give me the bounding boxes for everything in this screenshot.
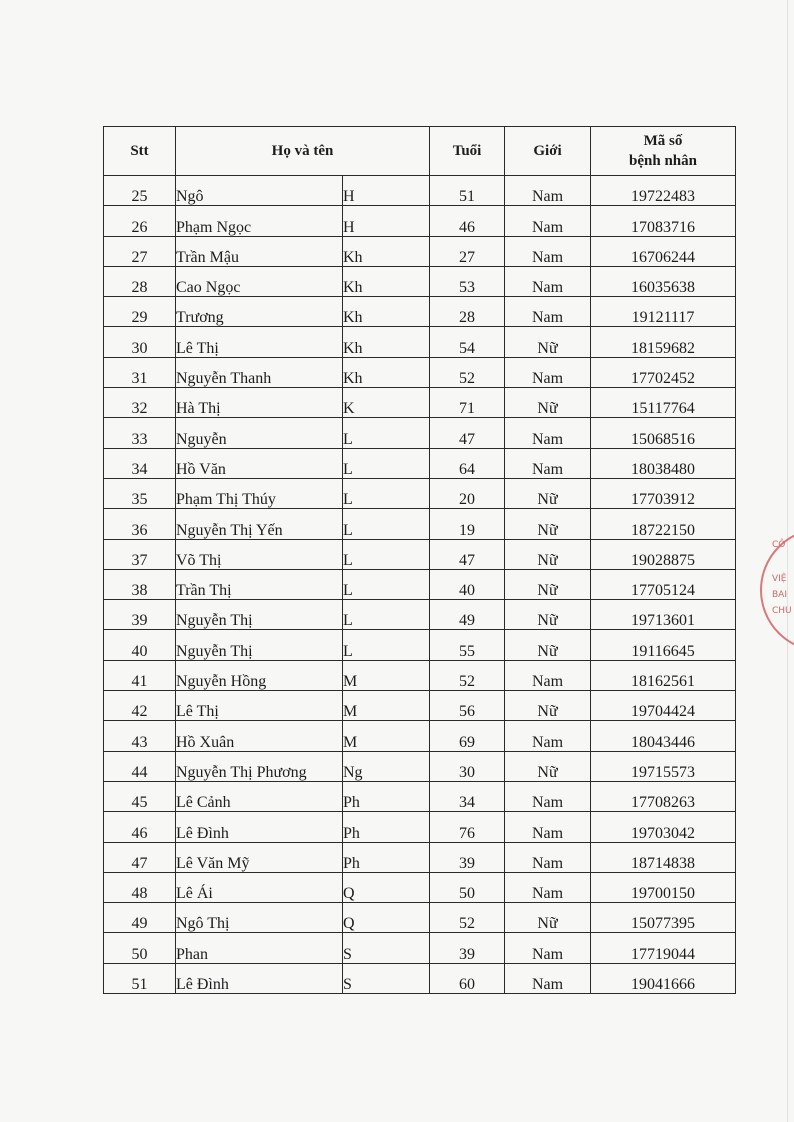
cell-surname: Võ Thị <box>176 539 343 569</box>
cell-age: 56 <box>430 691 505 721</box>
header-stt: Stt <box>104 127 176 176</box>
cell-sex: Nam <box>505 297 591 327</box>
cell-sex: Nam <box>505 781 591 811</box>
cell-stt: 33 <box>104 418 176 448</box>
cell-stt: 51 <box>104 963 176 993</box>
cell-age: 49 <box>430 600 505 630</box>
cell-surname: Ngô <box>176 176 343 206</box>
cell-stt: 28 <box>104 266 176 296</box>
cell-stt: 44 <box>104 751 176 781</box>
cell-patient-id: 17705124 <box>591 569 736 599</box>
cell-given-name: M <box>343 721 430 751</box>
cell-age: 47 <box>430 418 505 448</box>
cell-sex: Nam <box>505 872 591 902</box>
cell-surname: Lê Văn Mỹ <box>176 842 343 872</box>
table-row <box>104 600 736 630</box>
table-row <box>104 872 736 902</box>
cell-surname: Nguyễn Thị Phương <box>176 751 343 781</box>
seal-text-3: BAI <box>772 590 787 600</box>
cell-sex: Nam <box>505 933 591 963</box>
cell-stt: 48 <box>104 872 176 902</box>
cell-age: 52 <box>430 357 505 387</box>
cell-patient-id: 17719044 <box>591 933 736 963</box>
table-row <box>104 388 736 418</box>
table-row <box>104 569 736 599</box>
cell-surname: Nguyễn <box>176 418 343 448</box>
cell-stt: 30 <box>104 327 176 357</box>
cell-stt: 50 <box>104 933 176 963</box>
cell-age: 20 <box>430 478 505 508</box>
table-header-row <box>104 127 736 176</box>
table-row <box>104 812 736 842</box>
cell-surname: Nguyễn Thanh <box>176 357 343 387</box>
cell-given-name: L <box>343 539 430 569</box>
cell-patient-id: 15077395 <box>591 903 736 933</box>
cell-surname: Hà Thị <box>176 388 343 418</box>
cell-patient-id: 18162561 <box>591 660 736 690</box>
seal-text-2: VIỆ <box>772 574 787 584</box>
cell-surname: Lê Đình <box>176 963 343 993</box>
table-row <box>104 509 736 539</box>
cell-given-name: Ph <box>343 781 430 811</box>
cell-age: 69 <box>430 721 505 751</box>
cell-age: 39 <box>430 842 505 872</box>
cell-surname: Lê Ái <box>176 872 343 902</box>
cell-given-name: Ng <box>343 751 430 781</box>
cell-patient-id: 18038480 <box>591 448 736 478</box>
table-row <box>104 842 736 872</box>
cell-given-name: H <box>343 176 430 206</box>
cell-stt: 41 <box>104 660 176 690</box>
cell-stt: 39 <box>104 600 176 630</box>
table-row <box>104 781 736 811</box>
cell-stt: 26 <box>104 206 176 236</box>
header-age: Tuổi <box>430 127 505 176</box>
cell-surname: Nguyễn Thị Yến <box>176 509 343 539</box>
cell-stt: 46 <box>104 812 176 842</box>
cell-stt: 31 <box>104 357 176 387</box>
cell-age: 39 <box>430 933 505 963</box>
cell-surname: Trương <box>176 297 343 327</box>
table-row <box>104 539 736 569</box>
cell-sex: Nữ <box>505 691 591 721</box>
cell-sex: Nữ <box>505 600 591 630</box>
cell-sex: Nữ <box>505 751 591 781</box>
cell-surname: Nguyễn Thị <box>176 600 343 630</box>
cell-age: 28 <box>430 297 505 327</box>
cell-age: 76 <box>430 812 505 842</box>
cell-surname: Lê Cảnh <box>176 781 343 811</box>
header-sex: Giới <box>505 127 591 176</box>
cell-sex: Nữ <box>505 388 591 418</box>
table-row <box>104 630 736 660</box>
cell-surname: Hồ Văn <box>176 448 343 478</box>
cell-age: 47 <box>430 539 505 569</box>
table-row <box>104 933 736 963</box>
cell-given-name: M <box>343 691 430 721</box>
cell-given-name: Kh <box>343 266 430 296</box>
table-row <box>104 448 736 478</box>
seal-text-1: CÔ <box>772 540 786 550</box>
cell-patient-id: 19722483 <box>591 176 736 206</box>
cell-given-name: Ph <box>343 812 430 842</box>
cell-age: 52 <box>430 903 505 933</box>
cell-patient-id: 19116645 <box>591 630 736 660</box>
cell-given-name: Kh <box>343 236 430 266</box>
cell-age: 71 <box>430 388 505 418</box>
cell-sex: Nữ <box>505 327 591 357</box>
cell-given-name: L <box>343 418 430 448</box>
cell-patient-id: 19703042 <box>591 812 736 842</box>
cell-given-name: L <box>343 448 430 478</box>
table-row <box>104 691 736 721</box>
cell-patient-id: 19713601 <box>591 600 736 630</box>
cell-surname: Trần Mậu <box>176 236 343 266</box>
cell-stt: 47 <box>104 842 176 872</box>
cell-stt: 34 <box>104 448 176 478</box>
cell-given-name: Kh <box>343 327 430 357</box>
table-row <box>104 297 736 327</box>
cell-patient-id: 19121117 <box>591 297 736 327</box>
cell-surname: Hồ Xuân <box>176 721 343 751</box>
cell-sex: Nam <box>505 236 591 266</box>
table-row <box>104 357 736 387</box>
cell-sex: Nữ <box>505 539 591 569</box>
table-row <box>104 236 736 266</box>
cell-age: 27 <box>430 236 505 266</box>
cell-sex: Nam <box>505 357 591 387</box>
cell-patient-id: 18722150 <box>591 509 736 539</box>
cell-given-name: L <box>343 478 430 508</box>
cell-surname: Trần Thị <box>176 569 343 599</box>
cell-patient-id: 17083716 <box>591 206 736 236</box>
cell-surname: Phạm Ngọc <box>176 206 343 236</box>
cell-patient-id: 15117764 <box>591 388 736 418</box>
cell-age: 55 <box>430 630 505 660</box>
header-patient-id-line1: Mã số <box>643 133 683 149</box>
cell-stt: 25 <box>104 176 176 206</box>
cell-given-name: Kh <box>343 357 430 387</box>
cell-stt: 43 <box>104 721 176 751</box>
cell-given-name: K <box>343 388 430 418</box>
cell-surname: Ngô Thị <box>176 903 343 933</box>
cell-sex: Nữ <box>505 569 591 599</box>
cell-patient-id: 19028875 <box>591 539 736 569</box>
cell-surname: Nguyễn Hồng <box>176 660 343 690</box>
cell-stt: 42 <box>104 691 176 721</box>
cell-sex: Nam <box>505 448 591 478</box>
header-patient-id <box>591 127 736 176</box>
cell-patient-id: 15068516 <box>591 418 736 448</box>
seal-text-4: CHU <box>772 606 792 616</box>
cell-age: 64 <box>430 448 505 478</box>
cell-surname: Phan <box>176 933 343 963</box>
cell-stt: 27 <box>104 236 176 266</box>
cell-surname: Lê Thị <box>176 327 343 357</box>
cell-given-name: Ph <box>343 842 430 872</box>
red-seal-fragment <box>760 528 794 668</box>
cell-stt: 29 <box>104 297 176 327</box>
table-row <box>104 660 736 690</box>
cell-age: 50 <box>430 872 505 902</box>
cell-surname: Nguyễn Thị <box>176 630 343 660</box>
table-row <box>104 903 736 933</box>
table-row <box>104 963 736 993</box>
cell-given-name: M <box>343 660 430 690</box>
cell-age: 40 <box>430 569 505 599</box>
cell-sex: Nam <box>505 266 591 296</box>
cell-patient-id: 18043446 <box>591 721 736 751</box>
cell-given-name: S <box>343 933 430 963</box>
cell-sex: Nam <box>505 842 591 872</box>
cell-patient-id: 19700150 <box>591 872 736 902</box>
cell-patient-id: 19715573 <box>591 751 736 781</box>
cell-patient-id: 19041666 <box>591 963 736 993</box>
cell-sex: Nam <box>505 660 591 690</box>
cell-given-name: Kh <box>343 297 430 327</box>
table-row <box>104 478 736 508</box>
cell-age: 30 <box>430 751 505 781</box>
cell-sex: Nữ <box>505 903 591 933</box>
cell-given-name: L <box>343 600 430 630</box>
cell-stt: 32 <box>104 388 176 418</box>
table-body <box>104 176 736 994</box>
cell-patient-id: 19704424 <box>591 691 736 721</box>
cell-given-name: S <box>343 963 430 993</box>
table-row <box>104 418 736 448</box>
cell-patient-id: 18159682 <box>591 327 736 357</box>
cell-age: 51 <box>430 176 505 206</box>
cell-patient-id: 17702452 <box>591 357 736 387</box>
table-row <box>104 206 736 236</box>
cell-given-name: L <box>343 569 430 599</box>
table-row <box>104 721 736 751</box>
cell-age: 54 <box>430 327 505 357</box>
cell-sex: Nữ <box>505 478 591 508</box>
table-row <box>104 751 736 781</box>
cell-age: 52 <box>430 660 505 690</box>
cell-sex: Nữ <box>505 509 591 539</box>
cell-patient-id: 16035638 <box>591 266 736 296</box>
cell-age: 19 <box>430 509 505 539</box>
cell-patient-id: 16706244 <box>591 236 736 266</box>
cell-sex: Nam <box>505 721 591 751</box>
cell-sex: Nam <box>505 206 591 236</box>
cell-sex: Nam <box>505 963 591 993</box>
cell-patient-id: 17703912 <box>591 478 736 508</box>
table-row <box>104 327 736 357</box>
cell-surname: Lê Thị <box>176 691 343 721</box>
patient-table <box>103 126 736 994</box>
cell-patient-id: 18714838 <box>591 842 736 872</box>
table-row <box>104 266 736 296</box>
cell-surname: Lê Đình <box>176 812 343 842</box>
cell-stt: 35 <box>104 478 176 508</box>
cell-age: 53 <box>430 266 505 296</box>
cell-stt: 36 <box>104 509 176 539</box>
header-patient-id-line2: bệnh nhân <box>629 153 697 169</box>
cell-given-name: Q <box>343 903 430 933</box>
cell-sex: Nữ <box>505 630 591 660</box>
cell-age: 46 <box>430 206 505 236</box>
cell-age: 34 <box>430 781 505 811</box>
cell-patient-id: 17708263 <box>591 781 736 811</box>
cell-sex: Nam <box>505 418 591 448</box>
cell-stt: 40 <box>104 630 176 660</box>
cell-age: 60 <box>430 963 505 993</box>
header-name: Họ và tên <box>176 127 430 176</box>
cell-given-name: H <box>343 206 430 236</box>
cell-stt: 38 <box>104 569 176 599</box>
cell-stt: 37 <box>104 539 176 569</box>
cell-given-name: Q <box>343 872 430 902</box>
cell-sex: Nam <box>505 176 591 206</box>
cell-given-name: L <box>343 509 430 539</box>
table-row <box>104 176 736 206</box>
cell-given-name: L <box>343 630 430 660</box>
cell-surname: Phạm Thị Thúy <box>176 478 343 508</box>
cell-stt: 49 <box>104 903 176 933</box>
cell-surname: Cao Ngọc <box>176 266 343 296</box>
cell-stt: 45 <box>104 781 176 811</box>
cell-sex: Nam <box>505 812 591 842</box>
